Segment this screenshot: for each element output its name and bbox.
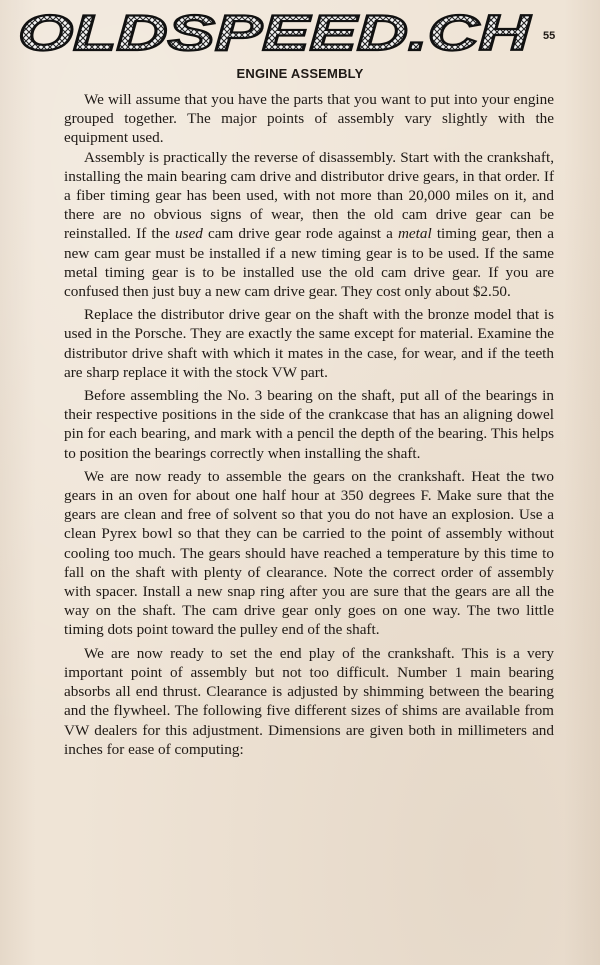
logo-text: OLDSPEED.CH (18, 8, 532, 56)
paragraph-end-play: We are now ready to set the end play of the crankshaft. This is a very important point of assembly but not too difficult. Number 1 main bearing absorbs all end thrust. Clearance is adjusted by shimming between the bearing and the flywheel. The following five different sizes of shims are available from VW dealers for this adjustment. Dimensions are given both in millimeters and inches for ease of computing: (64, 644, 554, 758)
paragraph-assembly (64, 148, 554, 302)
paragraph-bearings: Before assembling the No. 3 bearing on the shaft, put all of the bearings in their respective positions in the side of the crankcase that has an aligning dowel pin for each bearing, and mark with a pencil the depth of the bearing. This helps to position the bearings correctly when installing the shaft. (64, 387, 554, 462)
text-run: Assembly is practically the reverse of disassembly. Start with the crankshaft, installing the main bearing cam drive and distributor drive gears, in that order. If a fiber timing gear has been used, with not more than 20,000 miles on it, and there are no obvious signs of wear, then the old cam drive gear can be reinstalled. If the (64, 148, 554, 243)
emphasis-metal: metal (397, 225, 432, 243)
paragraph-intro: We will assume that you have the parts that you want to put into your engine grouped together. The major points of assembly vary slightly with the equipment used. (64, 91, 554, 147)
paragraph-distributor: Replace the distributor drive gear on the shaft with the bronze model that is used in the Porsche. They are exactly the same except for material. Examine the distributor drive shaft with which it mates in the case, for wear, and if the teeth are sharp replace it with the stock VW part. (64, 306, 554, 381)
oldspeed-logo (14, 8, 534, 56)
text-run: cam drive gear rode against a (202, 225, 398, 243)
page-title: ENGINE ASSEMBLY (236, 66, 364, 81)
text-run: timing gear, then a new cam gear must be installed if a new timing gear is to be used. If the same metal timing gear is to be installed use the old cam drive gear. If you are confused then just buy a new cam drive gear. They cost only about $2.50. (64, 225, 554, 301)
paragraph-gears: We are now ready to assemble the gears on the crankshaft. Heat the two gears in an oven for about one half hour at 350 degrees F. Make sure that the gears are clean and free of solvent so that you do not have an explosion. Use a clean Pyrex bowl so that they can be carried to the point of assembly without cooling too much. The gears should have reached a temperature by this time to fall on the shaft with plenty of clearance. Note the correct order of assembly with spacer. Install a new snap ring after you are sure that the gears are all the way on the shaft. The cam drive gear only goes on one way. The two little timing dots point toward the pulley end of the shaft. (64, 467, 554, 639)
page-number: 55 (543, 30, 556, 42)
emphasis-used: used (175, 225, 203, 243)
article-body (64, 90, 554, 759)
